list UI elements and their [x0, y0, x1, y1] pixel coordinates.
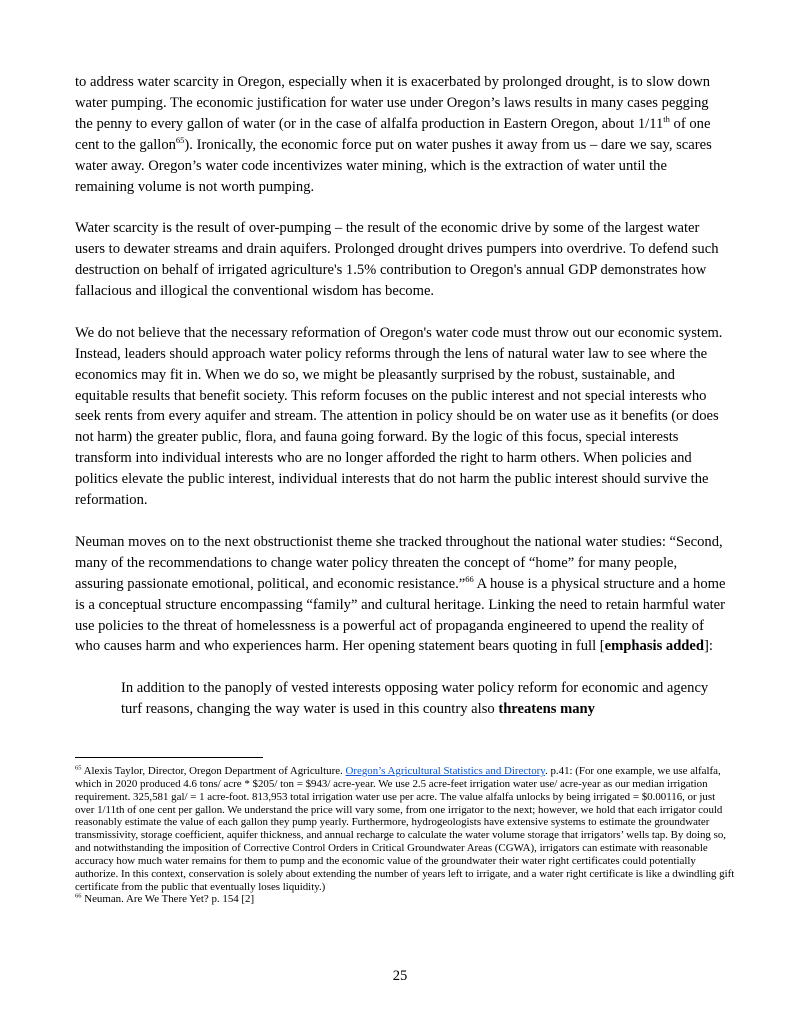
footnote-66	[75, 893, 737, 906]
footnote-number: 65	[75, 764, 82, 772]
paragraph-water-pumping	[75, 72, 727, 197]
paragraph-text: to address water scarcity in Oregon, especially when it is exacerbated by prolonged drought, is to slow down water pumping. The economic justification for water use under Oregon’s laws results in many cases pegging the penny to every gallon of water (or in the case of alfalfa production in Eastern Oregon, about 1/11	[75, 74, 711, 132]
superscript-th: th	[663, 113, 670, 124]
agricultural-statistics-link[interactable]: Oregon’s Agricultural Statistics and Directory	[345, 765, 546, 777]
footnote-65	[75, 765, 737, 893]
quote-bold-text: threatens many	[498, 701, 595, 718]
paragraph-reformation: We do not believe that the necessary reformation of Oregon's water code must throw out our economic system. Instead, leaders should approach water policy reforms through the lens of natural water law to see where the economics may fit in. When we do so, we might be pleasantly surprised by the robust, sustainable, and equitable results that benefit society. This reform focuses on the public interest and not special interests who seek rents from every aquifer and stream. The attention in policy should be on water use as it benefits (or does not harm) the greater public, flora, and fauna going forward. By the logic of this focus, special interests transform into individual interests who are no longer afforded the right to harm others. When policies and politics elevate the public interest, individual interests that do not harm the public interest should survive the reformation.	[75, 324, 723, 509]
paragraph-text: A house is a physical structure and a home is a conceptual structure encompassing “family” and cultural heritage. Linking the need to retain harmful water use policies to the threat of homelessness is a powerful act of propaganda engineered to upend the reality of who causes harm and who experiences harm. Her opening statement bears quoting in full [	[75, 575, 726, 655]
footnote-text: Neuman. Are We There Yet? p. 154 [2]	[81, 893, 255, 906]
footnote-number: 66	[75, 892, 82, 900]
paragraph-text: of one cent to the gallon	[75, 115, 711, 153]
footnote-ref-65[interactable]: 65	[175, 134, 185, 145]
footnote-text: Alexis Taylor, Director, Oregon Department of Agriculture.	[81, 765, 346, 777]
paragraph-water-scarcity: Water scarcity is the result of over-pumping – the result of the economic drive by some of the largest water users to dewater streams and drain aquifers. Prolonged drought drives pumpers into overdrive. To defend such destruction on behalf of irrigated agriculture's 1.5% contribution to Oregon's annual GDP demonstrates how fallacious and illogical the conventional wisdom has become.	[75, 220, 719, 300]
quote-text: In addition to the panoply of vested interests opposing water policy reform for economic and agency turf reasons, changing the way water is used in this country also	[121, 680, 709, 718]
emphasis-added-label: emphasis added	[604, 638, 705, 655]
document-body	[75, 72, 727, 720]
footnote-ref-66[interactable]: 66	[465, 573, 474, 584]
paragraph-neuman	[75, 532, 727, 657]
paragraph-text: ]:	[704, 638, 713, 655]
footnote-text: . p.41: (For one example, we use alfalfa, which in 2020 produced 4.6 tons/ acre * $205/ ton = $943/ acre-year. We use 2.5 acre-feet irrigation water use/ acre-year as our median irrigation requirement. 325,581 gal/ = 1 acre-foot. 813,953 total irrigation water use per acre. The value alfalfa unlocks by being irrigated = $0.00116, or just over 1/11th of one cent per gallon. We understand the price will vary some, from one irrigator to the next; however, we hold that each irrigator could reasonably estimate the value of each gallon they pump yearly. Furthermore, hydrogeologists have extensive systems to estimate the groundwater transmissivity, storage coefficient, aquifer thickness, and annual recharge to calculate the water volume storage that irrigators’ wells tap. By doing so, and notwithstanding the imposition of Corrective Control Orders in Critical Groundwater Areas (CGWA), irrigators can estimate with reasonable accuracy how much water remains for them to pump and the economic value of the groundwater their water right certificates could potentially authorize. In this context, conservation is solely about extending the number of years left to irrigate, and a water right certificate is like a dwindling gift certificate from the public that eventually loses liquidity.)	[75, 765, 735, 893]
paragraph-text: Neuman moves on to the next obstructionist theme she tracked throughout the national water studies: “Second, many of the recommendations to change water policy threaten the concept of “home” for many people, assuring passionate emotional, political, and economic resistance.”	[75, 533, 723, 592]
block-quote	[121, 678, 727, 720]
footnote-separator	[75, 757, 263, 758]
page-number: 25	[392, 968, 408, 984]
footnotes	[75, 765, 737, 906]
paragraph-text: ). Ironically, the economic force put on water pushes it away from us – dare we say, scares water away. Oregon’s water code incentivizes water mining, which is the extraction of water until the remaining volume is not worth pumping.	[75, 136, 712, 195]
